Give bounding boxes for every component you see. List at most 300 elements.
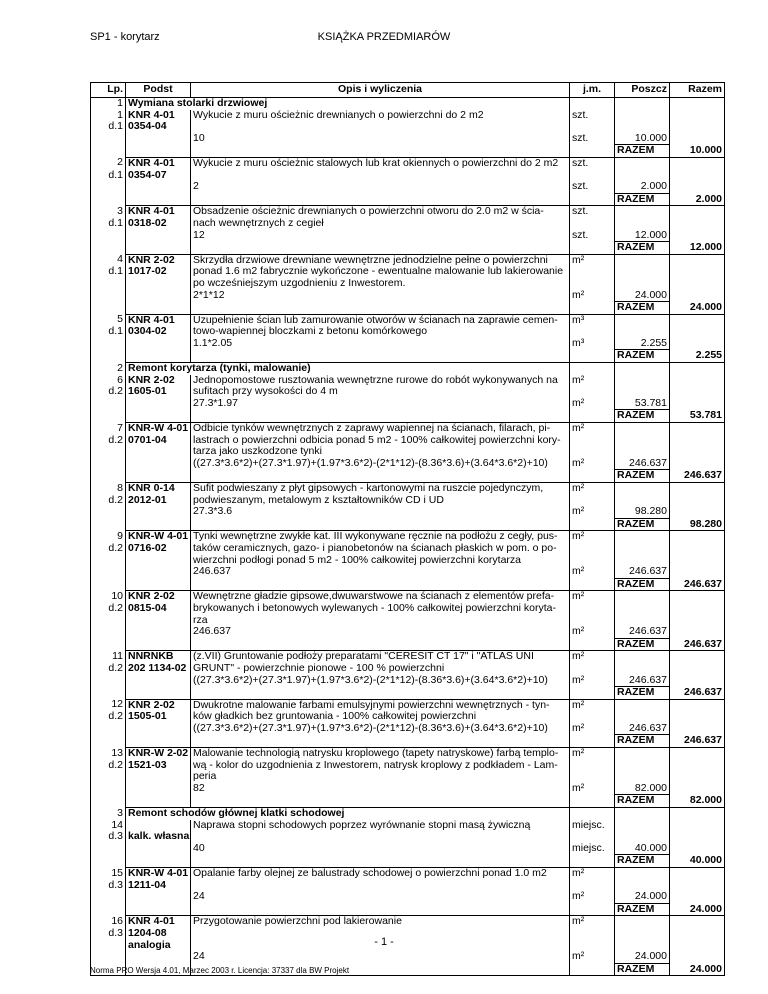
empty-cell (670, 603, 725, 615)
item-lp (91, 615, 126, 627)
item-calc-jm: m² (570, 891, 615, 903)
empty-cell (91, 350, 126, 363)
empty-cell (191, 795, 570, 808)
item-poszcz: 2.000 (615, 181, 670, 193)
item-calc: 2*1*12 (191, 290, 570, 302)
empty-cell (91, 626, 126, 638)
empty-cell (670, 363, 725, 375)
empty-cell (670, 891, 725, 903)
item-opis: wą - kolor do uzgodnienia z Inwestorem, natrysk kroplowy z podkładem - Lam- (191, 760, 570, 772)
item-opis: towo-wapiennej bloczkami z betonu komórkowego (191, 326, 570, 338)
item-podstawa: 1605-01 (126, 386, 191, 398)
empty-cell (91, 230, 126, 242)
empty-cell (670, 218, 725, 230)
empty-cell (615, 555, 670, 567)
empty-cell (126, 230, 191, 242)
item-poszcz: 246.637 (615, 675, 670, 687)
item-podstawa: analogia (126, 940, 191, 952)
item-jm (570, 326, 615, 338)
item-opis: tarza jako uszkodzone tynki (191, 446, 570, 458)
empty-cell (126, 855, 191, 868)
item-lp: 4 (91, 254, 126, 266)
item-podstawa: KNR-W 4-01 (126, 868, 191, 880)
table-row (91, 916, 725, 928)
item-podstawa (126, 615, 191, 627)
table-row (91, 386, 725, 398)
empty-cell (615, 808, 670, 820)
item-opis: po wcześniejszym uzgodnieniu z Inwestorem. (191, 278, 570, 290)
empty-cell (615, 543, 670, 555)
item-calc: 27.3*1.97 (191, 398, 570, 410)
razem-row (91, 470, 725, 483)
empty-cell (670, 266, 725, 278)
empty-cell (615, 711, 670, 723)
empty-cell (670, 880, 725, 892)
empty-cell (570, 242, 615, 255)
item-poszcz: 2.255 (615, 338, 670, 350)
item-lp: 14 (91, 820, 126, 832)
item-opis: peria (191, 771, 570, 783)
header-title: KSIĄŻKA PRZEDMIARÓW (317, 31, 451, 43)
item-razem: 24.000 (670, 302, 725, 315)
empty-cell (670, 831, 725, 843)
empty-cell (126, 843, 191, 855)
empty-cell (615, 206, 670, 218)
empty-cell (670, 843, 725, 855)
razem-label: RAZEM (615, 518, 670, 531)
item-lp: 8 (91, 483, 126, 495)
item-lp (91, 555, 126, 567)
razem-row (91, 687, 725, 700)
empty-cell (670, 423, 725, 435)
table-row (91, 446, 725, 458)
razem-label: RAZEM (615, 410, 670, 423)
empty-cell (670, 868, 725, 880)
empty-cell (191, 470, 570, 483)
empty-cell (615, 121, 670, 133)
item-jm (570, 760, 615, 772)
item-podstawa: 1521-03 (126, 760, 191, 772)
section-title: Remont korytarza (tynki, malowanie) (126, 363, 570, 375)
empty-cell (615, 820, 670, 832)
item-lp: 15 (91, 868, 126, 880)
item-podstawa: KNR 4-01 (126, 206, 191, 218)
razem-row (91, 302, 725, 315)
item-lp: d.2 (91, 711, 126, 723)
item-podstawa (126, 771, 191, 783)
empty-cell (670, 483, 725, 495)
razem-label: RAZEM (615, 638, 670, 651)
empty-cell (126, 626, 191, 638)
empty-cell (191, 518, 570, 531)
item-razem: 98.280 (670, 518, 725, 531)
item-razem: 24.000 (670, 963, 725, 976)
calc-row (91, 398, 725, 410)
empty-cell (126, 903, 191, 916)
item-podstawa: 0716-02 (126, 543, 191, 555)
table-row (91, 543, 725, 555)
empty-cell (91, 783, 126, 795)
item-jm: m² (570, 916, 615, 928)
item-jm (570, 555, 615, 567)
empty-cell (615, 591, 670, 603)
item-poszcz: 82.000 (615, 783, 670, 795)
item-jm (570, 218, 615, 230)
empty-cell (570, 903, 615, 916)
table-row (91, 591, 725, 603)
razem-label: RAZEM (615, 145, 670, 158)
empty-cell (126, 506, 191, 518)
table-row (91, 771, 725, 783)
empty-cell (670, 699, 725, 711)
item-jm (570, 771, 615, 783)
table-row (91, 121, 725, 133)
empty-cell (191, 638, 570, 651)
empty-cell (126, 795, 191, 808)
item-calc: 27.3*3.6 (191, 506, 570, 518)
empty-cell (570, 735, 615, 748)
item-podstawa: KNR 2-02 (126, 254, 191, 266)
item-opis: Wykucie z muru ościeżnic stalowych lub krat okiennych o powierzchni do 2 m2 (191, 157, 570, 169)
item-podstawa: kalk. własna (126, 831, 191, 843)
empty-cell (670, 566, 725, 578)
empty-cell (126, 133, 191, 145)
item-razem: 24.000 (670, 903, 725, 916)
item-lp: 13 (91, 748, 126, 760)
section-title: Remont schodów głównej klatki schodowej (126, 808, 570, 820)
item-poszcz: 246.637 (615, 723, 670, 735)
item-calc-jm: m³ (570, 338, 615, 350)
item-jm (570, 663, 615, 675)
empty-cell (670, 495, 725, 507)
item-jm: m² (570, 375, 615, 387)
item-opis: brykowanych i betonowych wylewanych - 100% całkowitej powierzchni koryta- (191, 603, 570, 615)
item-calc: 1.1*2.05 (191, 338, 570, 350)
item-jm (570, 386, 615, 398)
empty-cell (670, 181, 725, 193)
empty-cell (670, 157, 725, 169)
razem-row (91, 145, 725, 158)
empty-cell (615, 868, 670, 880)
item-poszcz: 24.000 (615, 891, 670, 903)
empty-cell (91, 735, 126, 748)
empty-cell (191, 855, 570, 868)
empty-cell (615, 771, 670, 783)
empty-cell (670, 663, 725, 675)
empty-cell (570, 302, 615, 315)
table-row (91, 555, 725, 567)
empty-cell (670, 615, 725, 627)
empty-cell (191, 903, 570, 916)
empty-cell (191, 410, 570, 423)
item-poszcz: 246.637 (615, 458, 670, 470)
calc-row (91, 338, 725, 350)
item-lp: 3 (91, 206, 126, 218)
item-jm: m² (570, 651, 615, 663)
item-opis: Naprawa stopni schodowych poprzez wyrównanie stopni masą żywiczną (191, 820, 570, 832)
empty-cell (615, 651, 670, 663)
item-jm: m² (570, 591, 615, 603)
item-jm: miejsc. (570, 820, 615, 832)
section-number: 2 (91, 363, 126, 375)
razem-row (91, 518, 725, 531)
item-opis: Odbicie tynków wewnętrznych z zaprawy wapiennej na ścianach, filarach, pi- (191, 423, 570, 435)
item-calc: 2 (191, 181, 570, 193)
empty-cell (670, 170, 725, 182)
item-podstawa: 0701-04 (126, 435, 191, 447)
item-lp: d.1 (91, 326, 126, 338)
table-row (91, 495, 725, 507)
empty-cell (615, 531, 670, 543)
item-opis: Wykucie z muru ościeżnic drewnianych o powierzchni do 2 m2 (191, 110, 570, 122)
item-calc-jm: m² (570, 951, 615, 963)
item-opis: Obsadzenie ościeżnic drewnianych o powierzchni otworu do 2.0 m2 w ścia- (191, 206, 570, 218)
section-number: 1 (91, 98, 126, 110)
empty-cell (615, 98, 670, 110)
empty-cell (126, 290, 191, 302)
empty-cell (91, 470, 126, 483)
item-opis: Wewnętrzne gładzie gipsowe,dwuwarstwowe na ścianach z elementów prefa- (191, 591, 570, 603)
item-razem: 246.637 (670, 578, 725, 591)
razem-label: RAZEM (615, 795, 670, 808)
empty-cell (191, 350, 570, 363)
item-calc: 24 (191, 951, 570, 963)
razem-row (91, 193, 725, 206)
item-jm (570, 711, 615, 723)
razem-row (91, 638, 725, 651)
empty-cell (670, 206, 725, 218)
razem-row (91, 855, 725, 868)
item-podstawa: 0304-02 (126, 326, 191, 338)
empty-cell (570, 363, 615, 375)
item-podstawa: KNR 4-01 (126, 110, 191, 122)
item-lp: d.2 (91, 760, 126, 772)
item-podstawa: KNR 4-01 (126, 916, 191, 928)
empty-cell (91, 242, 126, 255)
item-razem: 246.637 (670, 638, 725, 651)
table-row (91, 615, 725, 627)
razem-label: RAZEM (615, 687, 670, 700)
item-podstawa: KNR 4-01 (126, 314, 191, 326)
item-podstawa: KNR 2-02 (126, 375, 191, 387)
item-poszcz: 24.000 (615, 290, 670, 302)
table-row (91, 760, 725, 772)
item-opis: Jednopomostowe rusztowania wewnętrzne rurowe do robót wykonywanych na (191, 375, 570, 387)
item-calc-jm: m² (570, 675, 615, 687)
empty-cell (91, 638, 126, 651)
item-lp: d.2 (91, 386, 126, 398)
empty-cell (91, 687, 126, 700)
empty-cell (670, 783, 725, 795)
item-lp: 7 (91, 423, 126, 435)
empty-cell (670, 435, 725, 447)
empty-cell (126, 687, 191, 700)
calc-row (91, 566, 725, 578)
item-lp: 1 (91, 110, 126, 122)
table-row (91, 711, 725, 723)
item-poszcz: 24.000 (615, 951, 670, 963)
empty-cell (126, 398, 191, 410)
empty-cell (615, 603, 670, 615)
empty-cell (126, 145, 191, 158)
empty-cell (670, 375, 725, 387)
empty-cell (670, 543, 725, 555)
item-podstawa: KNR 2-02 (126, 591, 191, 603)
empty-cell (126, 338, 191, 350)
calc-row (91, 675, 725, 687)
empty-cell (670, 326, 725, 338)
empty-cell (91, 193, 126, 206)
item-opis: taków ceramicznych, gazo- i pianobetonów na ścianach płaskich w pom. o po- (191, 543, 570, 555)
empty-cell (191, 242, 570, 255)
empty-cell (191, 578, 570, 591)
empty-cell (91, 458, 126, 470)
empty-cell (91, 302, 126, 315)
table-row (91, 603, 725, 615)
calc-row (91, 891, 725, 903)
section-row (91, 98, 725, 110)
empty-cell (126, 518, 191, 531)
empty-cell (126, 410, 191, 423)
empty-cell (615, 375, 670, 387)
razem-label: RAZEM (615, 302, 670, 315)
empty-cell (670, 230, 725, 242)
item-podstawa: KNR-W 2-02 (126, 748, 191, 760)
item-jm (570, 278, 615, 290)
section-number: 3 (91, 808, 126, 820)
empty-cell (91, 410, 126, 423)
empty-cell (91, 133, 126, 145)
item-podstawa: 1204-08 (126, 928, 191, 940)
item-podstawa: 0354-07 (126, 170, 191, 182)
item-jm: m² (570, 748, 615, 760)
item-jm: m³ (570, 314, 615, 326)
empty-cell (126, 242, 191, 255)
item-jm: m² (570, 531, 615, 543)
empty-cell (670, 723, 725, 735)
empty-cell (191, 302, 570, 315)
empty-cell (570, 410, 615, 423)
empty-cell (191, 193, 570, 206)
item-calc-jm: m² (570, 290, 615, 302)
table-row (91, 748, 725, 760)
table-row (91, 218, 725, 230)
empty-cell (126, 578, 191, 591)
table-row (91, 110, 725, 122)
empty-cell (91, 181, 126, 193)
calc-row (91, 626, 725, 638)
empty-cell (670, 760, 725, 772)
item-opis: ponad 1.6 m2 fabrycznie wykończone - ewentualne malowanie lub lakierowanie (191, 266, 570, 278)
item-calc: 82 (191, 783, 570, 795)
item-lp: 5 (91, 314, 126, 326)
footer-license: Norma PRO Wersja 4.01, Marzec 2003 r. Licencja: 37337 dla BW Projekt (90, 966, 350, 975)
empty-cell (615, 157, 670, 169)
empty-cell (191, 145, 570, 158)
item-lp: d.3 (91, 880, 126, 892)
table-body (91, 98, 725, 976)
item-opis: Opalanie farby olejnej ze balustrady schodowej o powierzchni ponad 1.0 m2 (191, 868, 570, 880)
empty-cell (126, 350, 191, 363)
razem-row (91, 735, 725, 748)
item-jm (570, 543, 615, 555)
razem-label: RAZEM (615, 578, 670, 591)
calc-row (91, 290, 725, 302)
table-row (91, 831, 725, 843)
item-opis: lastrach o powierzchni odbicia ponad 5 m2 - 100% całkowitej powierzchni kory- (191, 435, 570, 447)
empty-cell (570, 963, 615, 976)
item-calc: ((27.3*3.6*2)+(27.3*1.97)+(1.97*3.6*2)-(2*1*12)-(8.36*3.6)+(3.64*3.6*2)+10) (191, 458, 570, 470)
calc-row (91, 506, 725, 518)
calc-row (91, 133, 725, 145)
razem-label: RAZEM (615, 855, 670, 868)
page-number: - 1 - (374, 936, 394, 948)
item-lp: d.2 (91, 663, 126, 675)
section-title: Wymiana stolarki drzwiowej (126, 98, 570, 110)
empty-cell (91, 566, 126, 578)
col-opis: Opis i wyliczenia (191, 83, 570, 98)
calc-row (91, 723, 725, 735)
item-razem: 53.781 (670, 410, 725, 423)
empty-cell (670, 591, 725, 603)
item-poszcz: 246.637 (615, 566, 670, 578)
empty-cell (670, 748, 725, 760)
item-razem: 246.637 (670, 470, 725, 483)
item-calc: 10 (191, 133, 570, 145)
calc-row (91, 458, 725, 470)
item-jm: m² (570, 423, 615, 435)
item-calc-jm: szt. (570, 133, 615, 145)
item-opis: Dwukrotne malowanie farbami emulsyjnymi powierzchni wewnętrznych - tyn- (191, 699, 570, 711)
empty-cell (126, 675, 191, 687)
razem-label: RAZEM (615, 963, 670, 976)
empty-cell (91, 891, 126, 903)
table-row (91, 254, 725, 266)
empty-cell (91, 338, 126, 350)
razem-row (91, 410, 725, 423)
item-calc: ((27.3*3.6*2)+(27.3*1.97)+(1.97*3.6*2)-(2*1*12)-(8.36*3.6)+(3.64*3.6*2)+10) (191, 675, 570, 687)
item-jm (570, 121, 615, 133)
empty-cell (91, 855, 126, 868)
item-podstawa: NNRNKB (126, 651, 191, 663)
item-calc-jm: m² (570, 398, 615, 410)
empty-cell (126, 783, 191, 795)
razem-label: RAZEM (615, 193, 670, 206)
empty-cell (570, 795, 615, 808)
item-opis: nach wewnętrznych z cegieł (191, 218, 570, 230)
empty-cell (670, 458, 725, 470)
item-calc-jm: m² (570, 458, 615, 470)
item-jm (570, 266, 615, 278)
item-razem: 82.000 (670, 795, 725, 808)
item-calc-jm: m² (570, 506, 615, 518)
item-calc: 40 (191, 843, 570, 855)
razem-label: RAZEM (615, 470, 670, 483)
item-lp: d.2 (91, 435, 126, 447)
calc-row (91, 181, 725, 193)
item-calc-jm: m² (570, 723, 615, 735)
empty-cell (570, 518, 615, 531)
item-razem: 246.637 (670, 735, 725, 748)
empty-cell (126, 891, 191, 903)
table-row (91, 314, 725, 326)
empty-cell (91, 578, 126, 591)
item-jm (570, 880, 615, 892)
calc-row (91, 783, 725, 795)
item-razem: 12.000 (670, 242, 725, 255)
item-jm (570, 495, 615, 507)
item-lp (91, 771, 126, 783)
